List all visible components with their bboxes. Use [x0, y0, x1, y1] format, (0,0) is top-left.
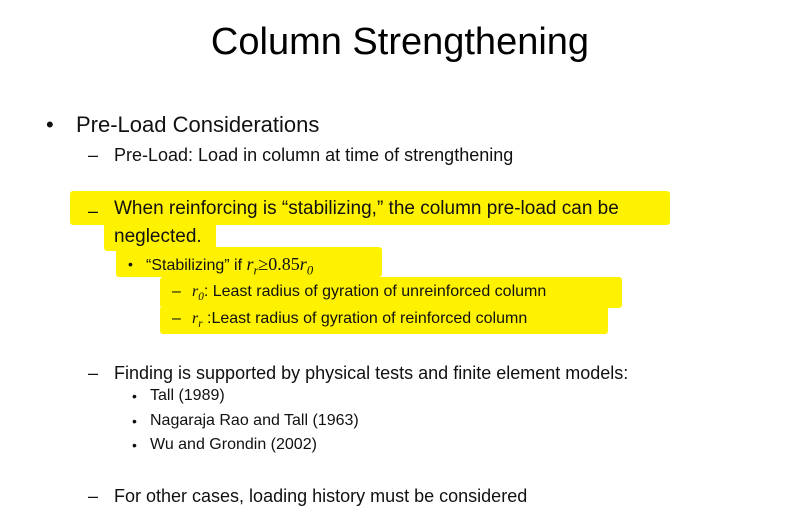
condition-prefix: “Stabilizing” if [146, 257, 243, 274]
stabilizing-condition [146, 254, 313, 281]
bullet-marker: • [128, 256, 133, 272]
dash-marker: – [172, 283, 181, 300]
dash-marker: – [88, 201, 99, 221]
r0-text: : Least radius of gyration of unreinforced column [203, 283, 547, 300]
condition-operator: ≥ [258, 254, 269, 274]
other-cases-statement: For other cases, loading history must be considered [114, 486, 528, 506]
dash-marker: – [88, 363, 99, 383]
dash-marker: – [88, 486, 99, 506]
r0-symbol: $r_0$ [192, 283, 204, 304]
bullet-marker: • [132, 413, 137, 429]
preload-definition: Pre-Load: Load in column at time of strengthening [114, 145, 514, 165]
main-bullet-text: Pre-Load Considerations [76, 112, 320, 137]
stabilizing-statement-line2: neglected. [114, 226, 202, 247]
reference-item: Nagaraja Rao and Tall (1963) [150, 412, 359, 429]
condition-coefficient: 0.85 [268, 254, 300, 274]
reference-item: Wu and Grondin (2002) [150, 436, 317, 453]
rr-symbol: $r_r$ [192, 310, 203, 331]
bullet-marker: • [46, 112, 54, 137]
condition-rhs: $r_0$ [299, 254, 314, 278]
rr-definition [192, 309, 527, 334]
bullet-marker: • [132, 388, 137, 404]
r0-definition [192, 282, 546, 307]
condition-lhs: $r_r$ [246, 254, 259, 278]
dash-marker: – [88, 145, 99, 165]
reference-item: Tall (1989) [150, 387, 225, 404]
dash-marker: – [172, 310, 181, 327]
stabilizing-statement-line1: When reinforcing is “stabilizing,” the column pre-load can be [114, 198, 619, 219]
slide-title: Column Strengthening [210, 21, 590, 63]
finding-statement: Finding is supported by physical tests and finite element models: [114, 363, 629, 383]
bullet-marker: • [132, 437, 137, 453]
rr-text: :Least radius of gyration of reinforced column [202, 310, 528, 327]
